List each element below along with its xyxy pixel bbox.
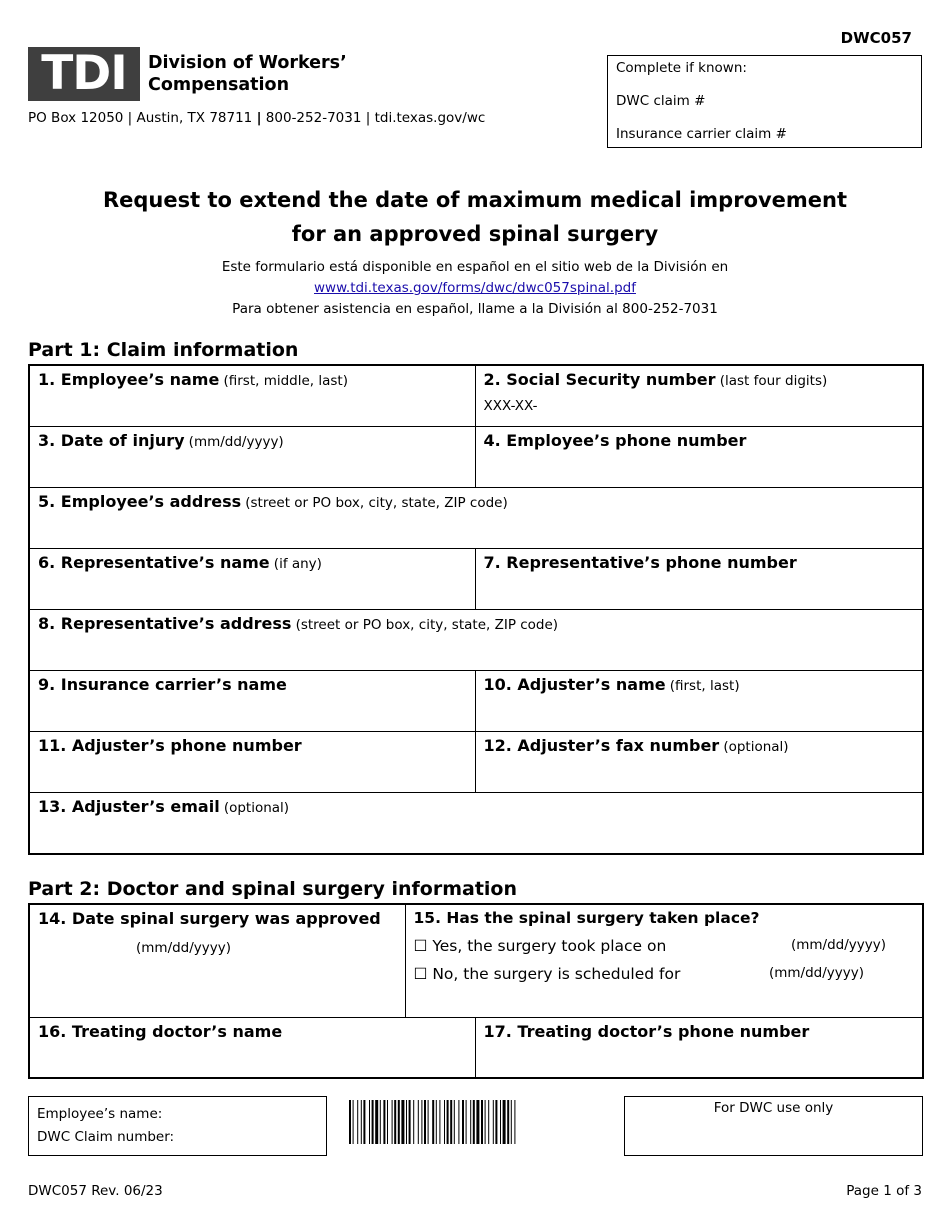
carrier-claim-field[interactable]: Insurance carrier claim # bbox=[616, 126, 787, 142]
part1-heading: Part 1: Claim information bbox=[28, 339, 299, 361]
barcode-bar bbox=[447, 1100, 449, 1144]
employee-phone-field[interactable]: 4. Employee’s phone number bbox=[475, 426, 923, 487]
barcode-bar bbox=[428, 1100, 429, 1144]
spanish-notice-line3: Para obtener asistencia en español, llame a la División al 800-252-7031 bbox=[232, 301, 718, 317]
employee-address-field[interactable]: 5. Employee’s address (street or PO box, city, state, ZIP code) bbox=[29, 487, 923, 548]
agency-name bbox=[148, 52, 378, 96]
barcode-bar bbox=[406, 1100, 407, 1144]
barcode-bar bbox=[369, 1100, 370, 1144]
barcode-bar bbox=[458, 1100, 459, 1144]
barcode-bar bbox=[387, 1100, 388, 1144]
barcode-bar bbox=[394, 1100, 396, 1144]
barcode-bar bbox=[454, 1100, 455, 1144]
barcode-bar bbox=[372, 1100, 374, 1144]
agency-name-line1: Division of Workers’ bbox=[148, 53, 347, 73]
surgery-taken-place-question: 15. Has the spinal surgery taken place? ☐ Yes, the surgery took place on (mm/dd/yyyy) ☐ No, the surgery is scheduled for (mm/dd/yyyy) bbox=[405, 904, 923, 1017]
spanish-notice bbox=[0, 257, 950, 320]
barcode-bar bbox=[439, 1100, 440, 1144]
adjuster-phone-field[interactable]: 11. Adjuster’s phone number bbox=[29, 732, 475, 793]
barcode-bar bbox=[466, 1100, 467, 1144]
ssn-field[interactable]: 2. Social Security number (last four digits) XXX-XX- bbox=[475, 365, 923, 426]
surgery-took-place-checkbox[interactable]: ☐ Yes, the surgery took place on (mm/dd/yyyy) bbox=[413, 937, 887, 955]
barcode-bar bbox=[398, 1100, 400, 1144]
barcode-bar bbox=[473, 1100, 475, 1144]
dwc-use-only-label: For DWC use only bbox=[713, 1100, 834, 1116]
barcode-bar bbox=[432, 1100, 434, 1144]
barcode-bar bbox=[363, 1100, 365, 1144]
employee-footer-box bbox=[28, 1096, 327, 1156]
tdi-logo: TDI bbox=[28, 47, 140, 101]
barcode-bar bbox=[361, 1100, 362, 1144]
treating-doctor-phone-field[interactable]: 17. Treating doctor’s phone number bbox=[475, 1017, 923, 1078]
form-code: DWC057 bbox=[840, 29, 912, 47]
doctor-surgery-table bbox=[28, 903, 924, 1079]
adjuster-fax-field[interactable]: 12. Adjuster’s fax number (optional) bbox=[475, 732, 923, 793]
form-title-line1: Request to extend the date of maximum medical improvement bbox=[102, 188, 848, 212]
barcode-bar bbox=[413, 1100, 414, 1144]
ssn-prefix: XXX-XX- bbox=[483, 398, 538, 414]
part2-heading: Part 2: Doctor and spinal surgery information bbox=[28, 878, 517, 900]
footer-employee-name-label: Employee’s name: bbox=[37, 1106, 163, 1122]
representative-address-field[interactable]: 8. Representative’s address (street or PO box, city, state, ZIP code) bbox=[29, 610, 923, 671]
barcode-bar bbox=[375, 1100, 378, 1144]
barcode-bar bbox=[470, 1100, 471, 1144]
separator: | bbox=[256, 110, 262, 126]
barcode-bar bbox=[349, 1100, 351, 1144]
claim-information-table bbox=[28, 364, 924, 855]
barcode-bar bbox=[357, 1100, 358, 1144]
barcode-bar bbox=[514, 1100, 515, 1144]
footer-dwc-claim-label: DWC Claim number: bbox=[37, 1129, 175, 1145]
barcode-bar bbox=[380, 1100, 381, 1144]
spanish-form-link[interactable]: www.tdi.texas.gov/forms/dwc/dwc057spinal.pdf bbox=[314, 280, 636, 296]
barcode-bar bbox=[511, 1100, 512, 1144]
agency-website[interactable]: tdi.texas.gov/wc bbox=[374, 110, 486, 126]
surgery-approved-date-field[interactable]: 14. Date spinal surgery was approved (mm/dd/yyyy) bbox=[29, 904, 405, 1017]
barcode-bar bbox=[500, 1100, 501, 1144]
barcode-bar bbox=[476, 1100, 479, 1144]
form-revision: DWC057 Rev. 06/23 bbox=[28, 1183, 163, 1199]
agency-name-line2: Compensation bbox=[148, 75, 290, 95]
employee-name-field[interactable]: 1. Employee’s name (first, middle, last) bbox=[29, 365, 475, 426]
barcode-bar bbox=[507, 1100, 509, 1144]
form-title bbox=[0, 183, 950, 251]
claim-known-box bbox=[607, 55, 922, 148]
date-format-hint: (mm/dd/yyyy) bbox=[136, 940, 232, 956]
barcode-bar bbox=[392, 1100, 393, 1144]
agency-po-box: PO Box 12050 | Austin, TX 78711 bbox=[28, 110, 253, 126]
dwc-use-only-box bbox=[624, 1096, 923, 1156]
adjuster-name-field[interactable]: 10. Adjuster’s name (first, last) bbox=[475, 671, 923, 732]
barcode bbox=[348, 1100, 604, 1144]
representative-name-field[interactable]: 6. Representative’s name (if any) bbox=[29, 548, 475, 609]
separator: | bbox=[365, 110, 371, 126]
barcode-bar bbox=[436, 1100, 437, 1144]
barcode-bar bbox=[444, 1100, 445, 1144]
spanish-notice-line1: Este formulario está disponible en español en el sitio web de la División en bbox=[221, 259, 729, 275]
barcode-bar bbox=[481, 1100, 483, 1144]
adjuster-email-field[interactable]: 13. Adjuster’s email (optional) bbox=[29, 793, 923, 854]
date-of-injury-field[interactable]: 3. Date of injury (mm/dd/yyyy) bbox=[29, 426, 475, 487]
page-number: Page 1 of 3 bbox=[846, 1183, 922, 1199]
surgery-scheduled-checkbox[interactable]: ☐ No, the surgery is scheduled for (mm/dd/yyyy) bbox=[413, 965, 865, 983]
barcode-bar bbox=[409, 1100, 411, 1144]
barcode-bar bbox=[353, 1100, 354, 1144]
barcode-bar bbox=[495, 1100, 497, 1144]
barcode-bar bbox=[418, 1100, 419, 1144]
form-title-line2: for an approved spinal surgery bbox=[291, 222, 659, 246]
barcode-bar bbox=[383, 1100, 385, 1144]
barcode-bar bbox=[462, 1100, 464, 1144]
barcode-bar bbox=[488, 1100, 489, 1144]
insurance-carrier-name-field[interactable]: 9. Insurance carrier’s name bbox=[29, 671, 475, 732]
claim-box-title: Complete if known: bbox=[616, 60, 747, 76]
barcode-bar bbox=[485, 1100, 486, 1144]
representative-phone-field[interactable]: 7. Representative’s phone number bbox=[475, 548, 923, 609]
dwc-claim-field[interactable]: DWC claim # bbox=[616, 93, 706, 109]
treating-doctor-name-field[interactable]: 16. Treating doctor’s name bbox=[29, 1017, 475, 1078]
barcode-bar bbox=[450, 1100, 452, 1144]
agency-phone: 800-252-7031 bbox=[265, 110, 362, 126]
barcode-bar bbox=[401, 1100, 404, 1144]
barcode-bar bbox=[424, 1100, 426, 1144]
barcode-bar bbox=[493, 1100, 494, 1144]
agency-address-line bbox=[28, 110, 485, 126]
barcode-bar bbox=[503, 1100, 506, 1144]
barcode-bar bbox=[421, 1100, 422, 1144]
